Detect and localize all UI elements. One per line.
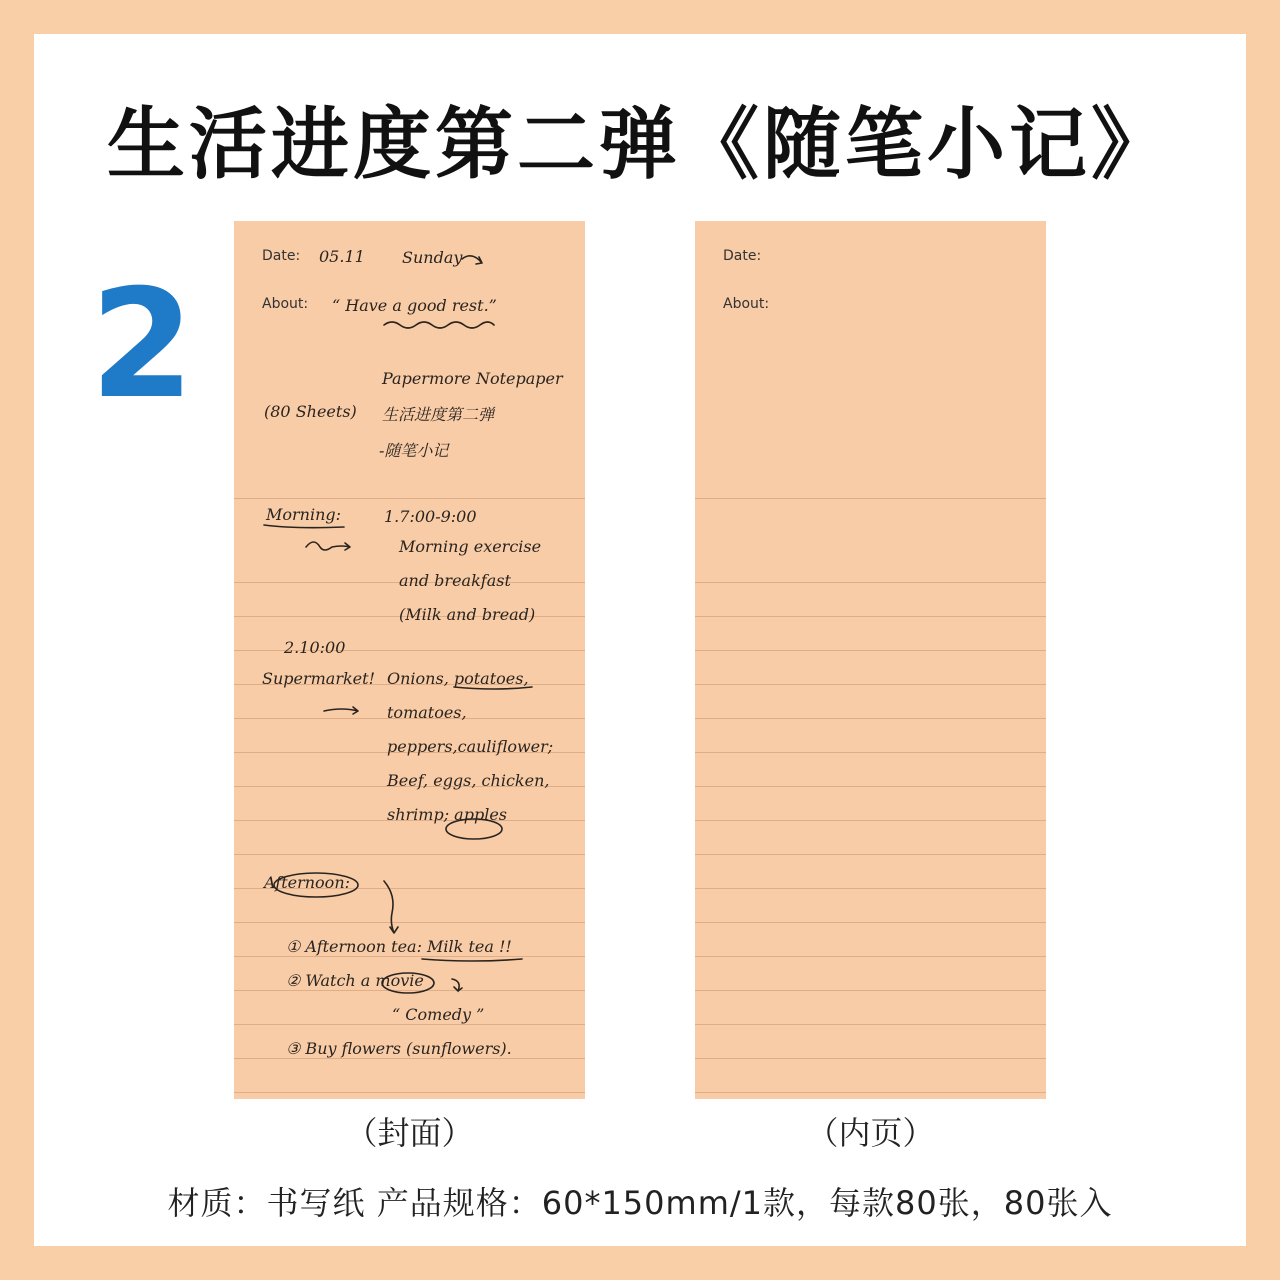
handwriting-line: ① Afternoon tea: Milk tea !! (286, 937, 512, 956)
handwriting-line: -随笔小记 (379, 441, 449, 460)
handwriting-line: Afternoon: (264, 873, 351, 892)
handwriting-line: 生活进度第二弹 (382, 405, 495, 424)
handwriting-line: Papermore Notepaper (382, 369, 563, 388)
cover-sheet (234, 221, 585, 1099)
page-title: 生活进度第二弹《随笔小记》 (106, 100, 1173, 190)
inner-sheet (695, 221, 1046, 1099)
doodle-marks (234, 221, 585, 1099)
inner-date-label: Date: (723, 248, 762, 264)
handwriting-line: Onions, potatoes, (387, 669, 529, 688)
inner-about-label: About: (723, 296, 770, 312)
cover-about-label: About: (262, 296, 309, 312)
handwriting-line: Supermarket! (262, 669, 376, 688)
cover-date-value: 05.11 (319, 247, 365, 266)
cover-date-label: Date: (262, 248, 301, 264)
handwriting-line: ③ Buy flowers (sunflowers). (286, 1039, 512, 1058)
product-specs: 材质：书写纸 产品规格：60*150mm/1款，每款80张，80张入 (167, 1184, 1113, 1222)
style-number: 2 (90, 258, 195, 432)
handwriting-line: 2.10:00 (284, 638, 346, 657)
handwriting-line: Beef, eggs, chicken, (387, 771, 550, 790)
cover-caption: （封面） (345, 1114, 474, 1152)
handwriting-line: Morning: (266, 505, 342, 524)
product-card (34, 34, 1246, 1246)
handwriting-line: ② Watch a movie (286, 971, 424, 990)
handwriting-line: (80 Sheets) (264, 402, 357, 421)
handwriting-line: shrimp; apples (387, 805, 507, 824)
cover-day-value: Sunday (402, 248, 463, 267)
handwriting-line: (Milk and bread) (399, 605, 536, 624)
handwriting-line: 1.7:00-9:00 (384, 507, 477, 526)
handwriting-line: “ Comedy ” (392, 1005, 485, 1024)
handwriting-line: peppers,cauliflower; (387, 737, 554, 756)
inner-caption: （内页） (806, 1114, 935, 1152)
cover-about-value: “ Have a good rest.” (332, 296, 497, 315)
handwriting-line: Morning exercise (399, 537, 542, 556)
handwriting-line: tomatoes, (387, 703, 467, 722)
handwriting-line: and breakfast (399, 571, 511, 590)
